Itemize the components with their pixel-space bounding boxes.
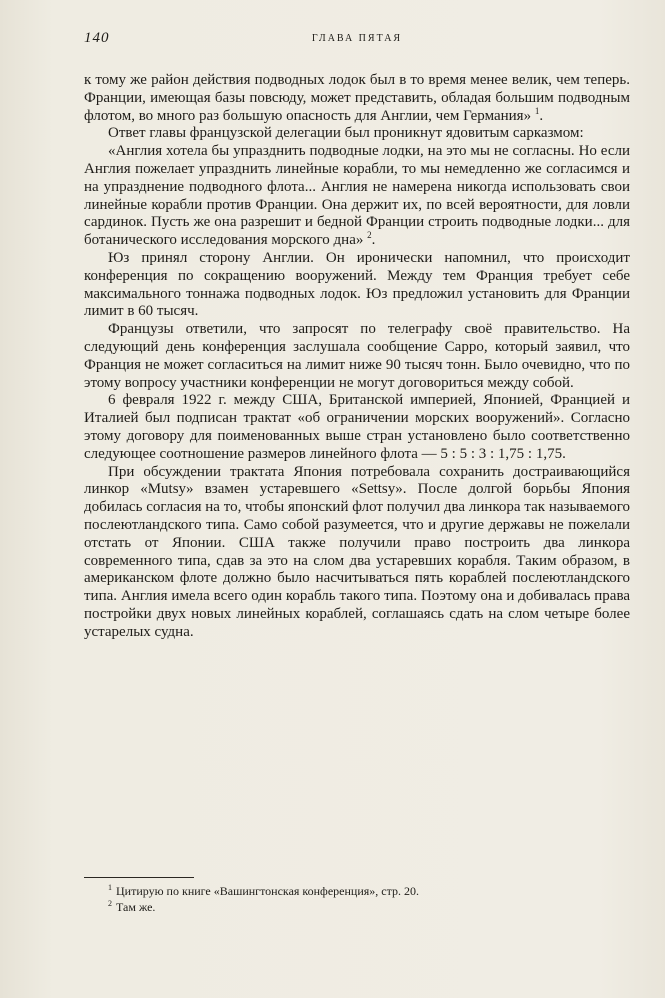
paragraph: «Англия хотела бы упразднить подводные лодки, на это мы не согласны. Но если Англия пожелает упразднить линейные корабли, то мы немедленно же согласимся и на упразднение подводного флота... Англия не намерена никогда использовать свои линейные корабли против Франции. Она держит их, по всей вероятности, для ловли сардинок. Пусть же она разрешит и бедной Франции строить подводные лодки... для ботанического исследования морского дна» $^2$.: [84, 143, 630, 249]
paragraph: [84, 250, 630, 321]
paragraph-text: Юз принял сторону Англии. Он иронически напомнил, что происходит конференция по сокращению вооружений. Между тем Франция требует себе максимального тоннажа подводных лодок. Юз предложил установить для Франции лимит в 60 тысяч.: [84, 249, 630, 320]
paragraph-text: к тому же район действия подводных лодок был в то время менее велик, чем теперь. Франции, имеющая базы повсюду, может представить, обладая большим подводным флотом, во много раз большую опасность для Англии, чем Германия»: [84, 72, 630, 124]
paragraph-text: Французы ответили, что запросят по телеграфу своё правительство. На следующий день конференция заслушала сообщение Сарро, который заявил, что Франция не может согласиться на лимит ниже 90 тысяч тонн. Было очевидно, что по этому вопросу участники конференции не могут договориться между собой.: [84, 321, 630, 391]
paragraph-text: Ответ главы французской делегации был проникнут ядовитым сарказмом:: [108, 125, 584, 142]
paragraph-text: При обсуждении трактата Япония потребовала сохранить достраивающийся линкор «Mutsy» взамен устаревшего «Settsy». После долгой борьбы Япония добилась согласия на то, чтобы японский флот получил два линкора так называемого послеютландского типа. Само собой разумеется, что и другие державы не пожелали отстать от Японии. США также получили право построить два линкора современного типа, сдав за это на слом два устаревших корабля. Таким образом, в американском флоте должно было насчитываться пять кораблей послеютландского типа. Англия имела всего один корабль такого типа. Поэтому она и добивалась права постройки двух новых линейных кораблей, соглашаясь сдать на слом четыре более устарелых судна.: [84, 463, 630, 640]
paragraph-text: «Англия хотела бы упразднить подводные лодки, на это мы не согласны. Но если Англия пожелает упразднить линейные корабли, то мы немедленно же согласимся и на упразднение подводного флота... Англия не намерена никогда использовать свои линейные корабли против Франции. Она держит их, по всей вероятности, для ловли сардинок. Пусть же она разрешит и бедной Франции строить подводные лодки... для ботанического исследования морского дна»: [84, 143, 630, 249]
paragraph: [84, 321, 630, 392]
page-number: 140: [84, 30, 110, 46]
footnote-text: Цитирую по книге «Вашингтонская конференция», стр. 20.: [116, 884, 419, 898]
footnote-ref: 2: [367, 230, 372, 241]
paragraph: [84, 392, 630, 463]
footnote-ref: 1: [534, 105, 540, 116]
footnote: [84, 883, 630, 899]
footnote-mark: 1: [108, 883, 112, 892]
paragraph: [84, 125, 630, 143]
paragraph: к тому же район действия подводных лодок был в то время менее велик, чем теперь. Франции, имеющая базы повсюду, может представить, обладая большим подводным флотом, во много раз большую опасность для Англии, чем Германия» $^1$.: [84, 72, 630, 124]
footnote-divider: [84, 877, 194, 878]
body-text: [84, 72, 630, 642]
page-header: [84, 30, 630, 52]
footnote: [84, 899, 630, 915]
running-head: ГЛАВА ПЯТАЯ: [311, 33, 403, 44]
footnotes: [84, 883, 630, 915]
paragraph-text: 6 февраля 1922 г. между США, Британской империей, Японией, Францией и Италией был подписан трактат «об ограничении морских вооружений». Согласно этому договору для поименованных выше стран установлено было соответственно следующее соотношение размеров линейного флота — 5 : 5 : 3 : 1,75 : 1,75.: [84, 392, 630, 462]
footnote-text: Там же.: [116, 900, 156, 914]
paragraph: [84, 464, 630, 642]
footnote-mark: 2: [108, 899, 112, 908]
